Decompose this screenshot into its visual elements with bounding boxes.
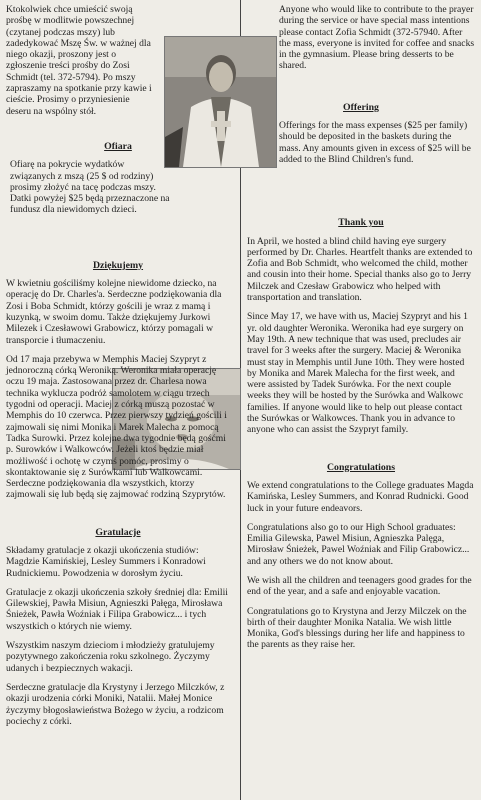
ofiara-heading: Ofiara: [104, 140, 132, 152]
english-column: [247, 4, 475, 659]
congratulations-paragraph-2: Congratulations also go to our High School graduates: Emilia Gilewska, Pawel Misiun, Agnieszka Palęga, Mirosław Śnieżek, Pawel Woźniak and Filip Grabowicz... and any others we do not know about.: [247, 521, 470, 567]
thankyou-paragraph-2: Since May 17, we have with us, Maciej Szypryt and his 1 yr. old daughter Weronika. Weronika had eye surgery on May 19th. A new technique that was used, precludes air travel for 3 weeks after the surgery. Maciej & Weronika must stay in Memphis until June 10th. They were hosted by Monika and Marek Malecha for the first week, and were assisted by Tadek Surówka. For the next couple weeks they will be hosted by the Surówka and Walkowc families. If anyone would like to help out please contact the Surówkas or Walkowces. Thank you in advance to anyone who can assist the Szypryt family.: [247, 311, 468, 436]
english-intro: Anyone who would like to contribute to the prayer during the service or have special mass intentions please contact Zofia Schmidt (372-57940. After the mass, everyone is invited for coffee and snacks in the gymnasium. Please bring desserts to be shared.: [279, 4, 475, 72]
polish-intro: Ktokolwiek chce umieścić swoją prośbę w modlitwie powszechnej (czytanej podczas mszy) lub zadedykować Mszę Św. w ważnej dla niego okazji, proszony jest o zgłoszenie treści prośby do Zosi Schmidt (tel. 372-5794). Po mszy zapraszamy na spotkanie przy kawie i cieście. Prosimy o przyniesienie deseru na wspólny stół.: [6, 4, 152, 117]
ofiara-text: Ofiarę na pokrycie wydatków związanych z mszą (25 $ od rodziny) prosimy złożyć na tacę podczas mszy. Datki powyżej $25 będą przeznaczone na fundusz dla niewidomych dzieci.: [10, 159, 170, 216]
gratulacje-paragraph-1: Składamy gratulacje z okazji ukończenia studiów: Magdzie Kamińskiej, Lesley Summers i Konradowi Rudnickiemu. Powodzenia w dorosłym życiu.: [6, 544, 206, 579]
congratulations-heading: Congratulations: [326, 461, 396, 473]
thankyou-paragraph-1: In April, we hosted a blind child having eye surgery performed by Dr. Charles. Heartfelt thanks are extended to Zofia and Bob Schmidt, who welcomed the child, mother and cousin into their home. Special thanks also go to Jerry Milczek and Czesław Grabowicz who helped with transportation and translation.: [247, 235, 473, 304]
congratulations-paragraph-1: We extend congratulations to the College graduates Magda Kamińska, Lesley Summers, and Konrad Rudnicki. Good luck in your future endeavors.: [247, 479, 474, 514]
gratulacje-paragraph-2: Gratulacje z okazji ukończenia szkoły średniej dla: Emilii Gilewskiej, Pawła Misiun, Agnieszki Pałęga, Mirosława Śnieżek, Pawła Woźniak i Filipa Grabowicz... i tych wszystkich o których nie wiemy.: [6, 586, 228, 632]
gratulacje-paragraph-4: Serdeczne gratulacje dla Krystyny i Jerzego Milczków, z okazji urodzenia córki Moniki, Natalii. Małej Monice życzymy błogosławieństwa Bożego w życiu, a rodzicom pociechy z córki.: [6, 681, 225, 727]
dziekujemy-heading: Dziękujemy: [92, 259, 144, 271]
dziekujemy-paragraph-2: Od 17 maja przebywa w Memphis Maciej Szypryt z jednoroczną córką Weroniką. Weronika miała operację oczu 19 maja. Zastosowana przez dr. Charlesa nowa technika wyklucza podróż samolotem w ciągu trzech tygodni od operacji. Maciej z córką muszą pozostać w Memphis do 10 czerwca. Przez pierwszy tydzień gościli i zajmowali się nimi Monika i Marek Malecha z pomocą Tadka Surowki. Przez kolejne dwa tygodnie będą gośćmi p. Surowków i Walkowców. Jeżeli ktoś będzie miał możliwość i ochotę w czymś pomóc, prosimy o skontaktowanie się z Surówkami lub Walkowcami. Serdeczne podziękowania dla wszystkich, ktorzy zajmowali się lub będą się zajmować rodziną Szyprytów.: [6, 353, 227, 501]
congratulations-paragraph-3: We wish all the children and teenagers good grades for the end of the year, and a safe and enjoyable vacation.: [247, 574, 472, 598]
polish-column: [6, 4, 230, 735]
dziekujemy-paragraph-1: W kwietniu gościliśmy kolejne niewidome dziecko, na operację do Dr. Charles'a. Serdeczne podziękowania dla Zosi i Boba Schmidt, którzy gościli je wraz z mamą i kuzynką, w swoim domu. Także dziękujemy Jurkowi Milezek i Czesławowi Grabowicz, którzy pomagali w transporcie i tłumaczeniu.: [6, 278, 222, 346]
offering-heading: Offering: [343, 101, 379, 113]
gratulacje-paragraph-3: Wszystkim naszym dzieciom i młodzieży gratulujemy pozytywnego zakończenia roku szkolnego. Życzymy udanych i bezpiecznych wakacji.: [6, 640, 215, 674]
gratulacje-heading: Gratulacje: [95, 526, 141, 538]
thankyou-heading: Thank you: [338, 217, 384, 229]
congratulations-paragraph-4: Congratulations go to Krystyna and Jerzy Milczek on the birth of their daughter Monika Natalia. We wish little Monika, God's blessings during her life and happiness to the parents as they raise her.: [247, 605, 467, 651]
offering-text: Offerings for the mass expenses ($25 per family) should be deposited in the baskets during the mass. Any amounts given in excess of $25 will be added to the Blind Children's fund.: [279, 120, 471, 165]
